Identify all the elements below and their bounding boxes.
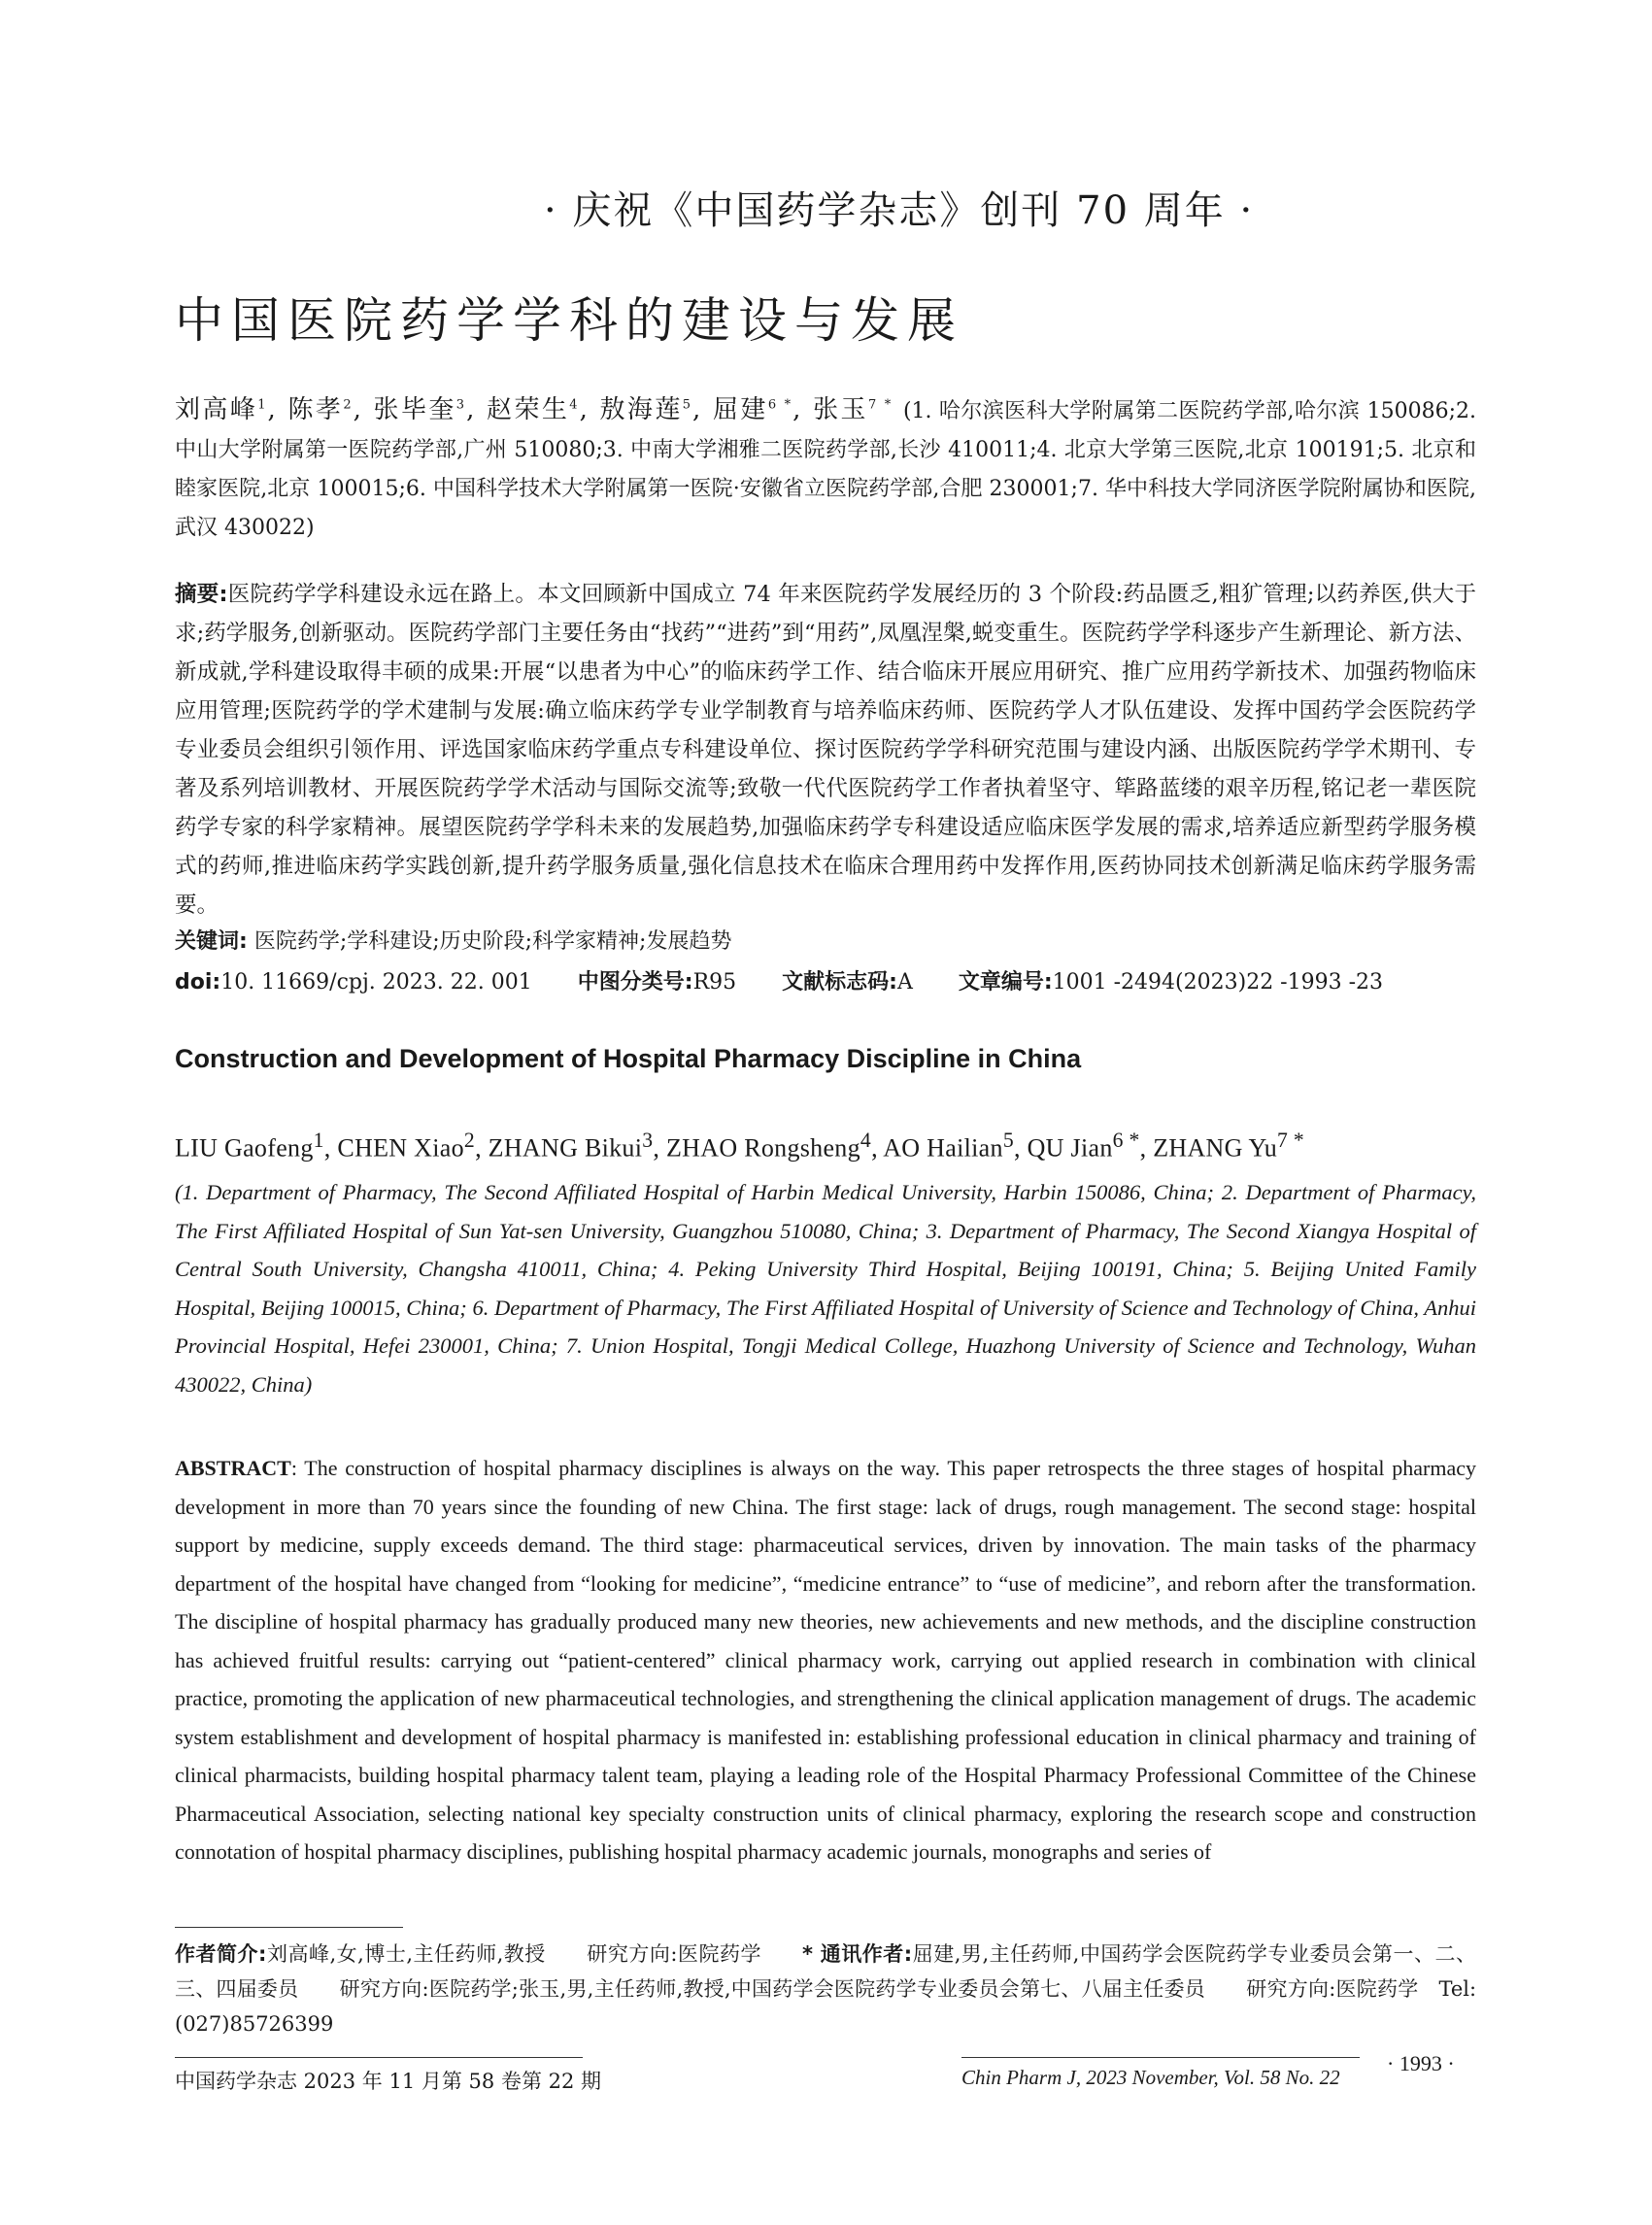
telephone: Tel:(027)85726399: [175, 1977, 1477, 2036]
author-name: 张毕奎: [373, 395, 456, 424]
author-name: AO Hailian: [883, 1133, 1003, 1163]
clc-label: 中图分类号:: [577, 970, 693, 995]
abstract-en: [175, 1449, 1476, 1871]
footer-rule-left: [175, 2057, 583, 2058]
journal-info-en: Chin Pharm J, 2023 November, Vol. 58 No. 22: [961, 2066, 1340, 2089]
article-no-value: 1001 -2494(2023)22 -1993 -23: [1052, 970, 1384, 995]
keywords-text-cn: 医院药学;学科建设;历史阶段;科学家精神;发展趋势: [253, 929, 732, 954]
author-affil-mark: 7 *: [1277, 1129, 1305, 1152]
author-affil-mark: 5: [682, 397, 693, 413]
author-list-cn: 刘高峰$^1$, 陈孝$^2$, 张毕奎$^3$, 赵荣生$^4$, 敖海莲$^5$, 屈建$^{6 *}$, 张玉$^{7 *}$: [175, 395, 893, 424]
author-affil-mark: 4: [569, 397, 580, 413]
author-name: LIU Gaofeng: [175, 1133, 314, 1163]
author-name: 刘高峰: [175, 395, 258, 424]
affiliations-en: (1. Department of Pharmacy, The Second Affiliated Hospital of Harbin Medical University, Harbin 150086, China; 2. Department of Pharmacy, The First Affiliated Hospital of Sun Yat-sen University, Guangzhou 510080, China; 3. Department of Pharmacy, The Second Xiangya Hospital of Central South University, Changsha 410011, China; 4. Peking University Third Hospital, Beijing 100191, China; 5. Beijing United Family Hospital, Beijing 100015, China; 6. Department of Pharmacy, The First Affiliated Hospital of University of Science and Technology of China, Anhui Provincial Hospital, Hefei 230001, China; 7. Union Hospital, Tongji Medical College, Huazhong University of Science and Technology, Wuhan 430022, China): [175, 1180, 1476, 1397]
author-name: 屈建: [713, 395, 768, 424]
clc-value: R95: [692, 970, 737, 995]
keywords-label-cn: 关键词:: [175, 929, 248, 954]
doi-value[interactable]: 10. 11669/cpj. 2023. 22. 001: [220, 970, 532, 995]
abstract-text-en: : The construction of hospital pharmacy disciplines is always on the way. This paper retrospects the three stages of hospital pharmacy development in more than 70 years since the founding of new China. The first stage: lack of drugs, rough management. The second stage: hospital support by medicine, supply exceeds demand. The third stage: pharmaceutical services, driven by innovation. The main tasks of the pharmacy department of the hospital have changed from “looking for medicine”, “medicine entrance” to “use of medicine”, and reborn after the transformation. The discipline of hospital pharmacy has gradually produced many new theories, new achievements and new methods, and the discipline construction has achieved fruitful results: carrying out “patient-centered” clinical pharmacy work, carrying out applied research in combination with clinical practice, promoting the application of new pharmaceutical technologies, and strengthening the clinical application management of drugs. The academic system establishment and development of hospital pharmacy is manifested in: establishing professional education in clinical pharmacy and training of clinical pharmacists, building hospital pharmacy talent team, playing a leading role of the Hospital Pharmacy Professional Committee of the Chinese Pharmaceutical Association, selecting national key specialty construction units of clinical pharmacy, exploring the research scope and construction connotation of hospital pharmacy disciplines, publishing hospital pharmacy academic journals, monographs and series of: [175, 1456, 1476, 1864]
author-footnote: [175, 1937, 1476, 2041]
corresponding-author-label: * 通讯作者:: [801, 1942, 913, 1966]
research-label: 研究方向:: [1246, 1977, 1336, 2001]
research-text: 医院药学: [1335, 1977, 1419, 2001]
author-affil-mark: 2: [463, 1129, 476, 1152]
author-name: 陈孝: [287, 395, 344, 424]
doc-code-label: 文献标志码:: [782, 970, 897, 995]
doc-code-value: A: [896, 970, 913, 995]
abstract-text-cn: 医院药学学科建设永远在路上。本文回顾新中国成立 74 年来医院药学发展经历的 3 个阶段:药品匮乏,粗犷管理;以药养医,供大于求;药学服务,创新驱动。医院药学部门主要任务由“找药”“进药”到“用药”,凤凰涅槃,蜕变重生。医院药学学科逐步产生新理论、新方法、新成就,学科建设取得丰硕的成果:开展“以患者为中心”的临床药学工作、结合临床开展应用研究、推广应用药学新技术、加强药物临床应用管理;医院药学的学术建制与发展:确立临床药学专业学制教育与培养临床药师、医院药学人才队伍建设、发挥中国药学会医院药学专业委员会组织引领作用、评选国家临床药学重点专科建设单位、探讨医院药学学科研究范围与建设内涵、出版医院药学学术期刊、专著及系列培训教材、开展医院药学学术活动与国际交流等;致敬一代代医院药学工作者执着坚守、筚路蓝缕的艰辛历程,铭记老一辈医院药学专家的科学家精神。展望医院药学学科未来的发展趋势,加强临床药学专科建设适应临床医学发展的需求,培养适应新型药学服务模式的药师,推进临床药学实践创新,提升药学服务质量,强化信息技术在临床合理用药中发挥作用,医药协同技术创新满足临床药学服务需要。: [175, 582, 1476, 918]
page-number: · 1993 ·: [1387, 2051, 1455, 2075]
research-label: 研究方向:: [586, 1942, 678, 1966]
corresponding-author-text: 屈建,男,主任药师,中国药学会医院药学专业委员会第一、二、三、四届委员: [175, 1942, 1477, 2001]
keywords-cn: [175, 925, 1476, 960]
doi-label: doi:: [175, 970, 221, 995]
author-name: 张玉: [813, 395, 868, 424]
research-text: 医院药学: [677, 1942, 761, 1966]
author-affil-mark: 6 *: [767, 397, 793, 413]
author-affil-mark: 4: [860, 1129, 872, 1152]
footer-rule-right: [961, 2057, 1360, 2058]
affiliations-cn: (1. 哈尔滨医科大学附属第二医院药学部,哈尔滨 150086;2. 中山大学附属第一医院药学部,广州 510080;3. 中南大学湘雅二医院药学部,长沙 410011;4. 北京大学第三医院,北京 100191;5. 北京和睦家医院,北京 100015;6. 中国科学技术大学附属第一医院·安徽省立医院药学部,合肥 230001;7. 华中科技大学同济医学院附属协和医院,武汉 430022): [175, 399, 1476, 540]
author-affil-mark: 3: [455, 397, 467, 413]
abstract-label-cn: 摘要:: [175, 582, 228, 607]
author-affil-mark: 1: [257, 397, 268, 413]
authors-block-cn: [175, 390, 1476, 548]
author-name: ZHAO Rongsheng: [666, 1133, 860, 1163]
research-text: 医院药学;张玉,男,主任药师,教授,中国药学会医院药学专业委员会第七、八届主任委员: [428, 1977, 1206, 2001]
abstract-label-en: ABSTRACT: [175, 1456, 291, 1480]
celebration-header: · 庆祝《中国药学杂志》创刊 70 周年 ·: [544, 188, 1255, 233]
author-name: ZHANG Yu: [1153, 1133, 1278, 1163]
author-name: QU Jian: [1027, 1133, 1113, 1163]
article-meta: [175, 965, 1476, 1000]
author-name: 敖海莲: [599, 395, 683, 424]
author-intro-label: 作者简介:: [175, 1942, 267, 1966]
author-affil-mark: 1: [313, 1129, 324, 1152]
author-affil-mark: 7 *: [867, 397, 893, 413]
article-title-en: Construction and Development of Hospital Pharmacy Discipline in China: [175, 1044, 1082, 1073]
author-name: 赵荣生: [487, 395, 570, 424]
author-intro-text: 刘高峰,女,博士,主任药师,教授: [266, 1942, 546, 1966]
article-no-label: 文章编号:: [958, 970, 1053, 995]
research-label: 研究方向:: [339, 1977, 429, 2001]
author-affil-mark: 6 *: [1112, 1129, 1140, 1152]
author-list-en: LIU Gaofeng$^1$, CHEN Xiao$^2$, ZHANG Bikui$^3$, ZHAO Rongsheng$^4$, AO Hailian$^5$, QU Jian$^{6 *}$, ZHANG $Yu^{7 *}$: [175, 1129, 1305, 1163]
article-title-cn: 中国医院药学学科的建设与发展: [175, 292, 963, 349]
abstract-cn: [175, 575, 1476, 925]
author-affil-mark: 3: [642, 1129, 654, 1152]
author-affil-mark: 2: [343, 397, 354, 413]
journal-info-cn: 中国药学杂志 2023 年 11 月第 58 卷第 22 期: [175, 2070, 602, 2093]
author-name: CHEN Xiao: [337, 1133, 464, 1163]
author-name: ZHANG Bikui: [488, 1133, 643, 1163]
footnote-divider: [175, 1927, 403, 1928]
author-affil-mark: 5: [1002, 1129, 1014, 1152]
